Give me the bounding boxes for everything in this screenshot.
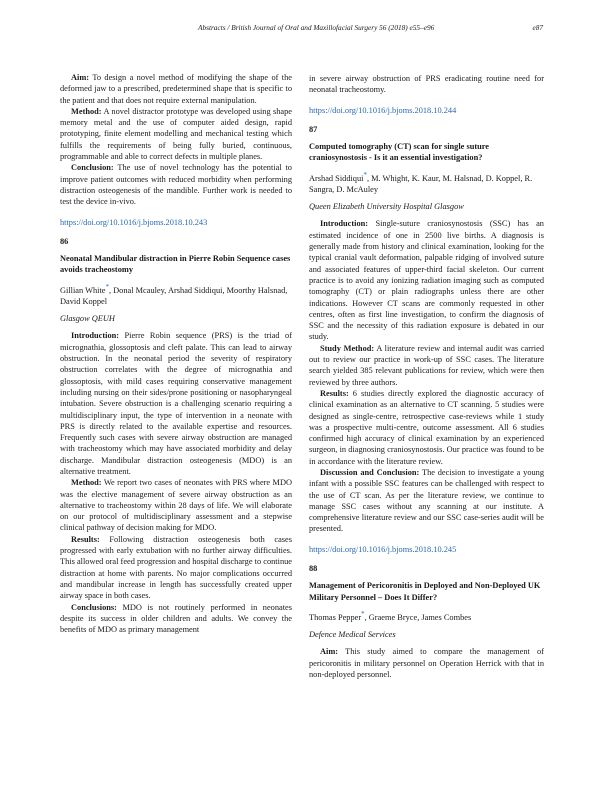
corresponding-author-star[interactable]: * — [105, 282, 109, 291]
conclusion-paragraph — [60, 162, 292, 207]
abstract-number: 88 — [309, 564, 318, 574]
results-paragraph — [60, 534, 292, 602]
abstract-title: Management of Pericoronitis in Deployed and Non-Deployed UK Military Personnel – Does It Differ? — [309, 581, 541, 602]
conclusions-paragraph — [60, 602, 292, 636]
introduction-label: Introduction: — [320, 219, 369, 229]
aim-label: Aim: — [71, 73, 90, 82]
results-text: Following distraction osteogenesis both cases progressed with early extubation with no further airway difficulties. This allowed oral feed progression and hospital discharge to continue distraction at home with parents. No major complications occurred and mandibular increase in length has successfully created upper airway space in both cases. — [60, 534, 292, 601]
abstract-title: Neonatal Mandibular distraction in Pierre Robin Sequence cases avoids tracheostomy — [60, 254, 291, 275]
continuation-paragraph: in severe airway obstruction of PRS eradicating routine need for neonatal tracheostomy. — [309, 74, 544, 95]
author-list — [309, 170, 544, 195]
aim-paragraph — [60, 72, 292, 106]
aim-paragraph — [309, 646, 544, 680]
method-label: Method: — [71, 106, 102, 116]
author-list — [309, 609, 544, 623]
affiliation: Glasgow QEUH — [60, 314, 115, 324]
aim-text: This study aimed to compare the management of pericoronitis in military personnel on Operation Herrick with that in non-deployed personnel. — [309, 647, 544, 679]
method-text: We report two cases of neonates with PRS where MDO was the elective management of severe airway obstruction as an alternative to tracheostomy within 28 days of life. We will elaborate on our protocol of multidisciplinary assessment and a stepwise clinical pathway of decision making for MDO. — [60, 478, 292, 533]
corresponding-author: Gillian White — [60, 285, 106, 295]
corresponding-author-star[interactable]: * — [363, 170, 367, 179]
introduction-label: Introduction: — [71, 331, 120, 341]
method-paragraph — [60, 477, 292, 533]
study-method-label: Study Method: — [320, 343, 375, 353]
introduction-text: Pierre Robin sequence (PRS) is the triad of micrognathia, glossoptosis and cleft palate. This can lead to airway obstruction. In the neonatal period the severity of respiratory obstruction correlates with the degree of micrognathia and glossoptosis, with mild cases requiring conservative management including nursing on their sides/prone positioning or nasopharyngeal intubation. Severe obstruction is a challenging scenario requiring a multidisciplinary input, the type of intervention in a neonate with PRS is directly related to the available expertise and resources. Frequently such cases with severe airway obstruction are managed with tracheostomy which may have associated morbidity and delay discharge. Mandibular distraction osteogenesis (MDO) is an alternative treatment. — [60, 331, 292, 476]
left-column — [60, 72, 292, 635]
conclusions-text: MDO is not routinely performed in neonates despite its success in older children and adults. We convey the benefits of MDO as primary management — [60, 602, 292, 635]
co-authors: , M. Whight, K. Kaur, M. Halsnad, D. Koppel, R. Sangra, D. McAuley — [309, 173, 533, 194]
page-number: e87 — [532, 23, 543, 32]
doi-link[interactable]: https://doi.org/10.1016/j.bjoms.2018.10.244 — [309, 105, 457, 115]
results-text: 6 studies directly explored the diagnostic accuracy of clinical examination as an alternative to CT scanning. 5 studies were designed as single-centre, retrospective case-reviews while 1 study was a prospective multi-centre, outcome assessment. All 6 studies confirmed high accuracy of clinical examination by an experienced surgeon, in diagnosing craniosynostosis. Our practice was found to be in accordance with the literature review. — [309, 388, 544, 466]
introduction-text: Single-suture craniosynostosis (SSC) has an estimated incidence of one in 2500 live births. A diagnosis is generally made from history and clinical examination, looking for the typical cranial vault deformation, palpable ridging of involved suture and associated features of upper-third facial skeleton. Our current practice is to avoid any ionizing radiation imaging such as computed tomography (CT) or plain radiographs unless there are other indications. However CT scans are commonly requested in other centres, often as first line investigation, to confirm the diagnosis of SSC and the necessity of this radiation exposure is debated in our study. — [309, 219, 544, 342]
conclusions-label: Conclusions: — [71, 602, 117, 612]
study-method-paragraph — [309, 343, 544, 388]
method-label: Method: — [71, 478, 102, 488]
results-paragraph — [309, 388, 544, 467]
doi-link[interactable]: https://doi.org/10.1016/j.bjoms.2018.10.245 — [309, 544, 457, 554]
corresponding-author-star[interactable]: * — [361, 609, 365, 618]
abstract-title: Computed tomography (CT) scan for single suture craniosynostosis - Is it an essential investigation? — [309, 142, 490, 163]
aim-text: To design a novel method of modifying the shape of the deformed jaw to a prescribed, predetermined shape that is specific to the patient and that does not require external manipulation. — [60, 73, 292, 105]
aim-label: Aim: — [320, 647, 339, 657]
abstract-number: 86 — [60, 236, 69, 246]
results-label: Results: — [71, 534, 100, 544]
running-title: Abstracts / British Journal of Oral and Maxillofacial Surgery 56 (2018) e55–e96 — [198, 23, 435, 32]
results-label: Results: — [320, 388, 349, 398]
conclusion-label: Conclusion: — [71, 163, 114, 173]
co-authors: , Graeme Bryce, James Combes — [364, 612, 472, 622]
introduction-paragraph — [60, 330, 292, 477]
co-authors: , Donal Mcauley, Arshad Siddiqui, Moorthy Halsnad, David Koppel — [60, 285, 288, 306]
abstract-number: 87 — [309, 124, 318, 134]
right-column — [309, 73, 544, 680]
corresponding-author: Arshad Siddiqui — [309, 173, 364, 183]
study-method-text: A literature review and internal audit was carried out to review our practice in work-up of SSC cases. The literature search yielded 385 relevant publications for review, which were then reviewed by three authors. — [309, 343, 544, 387]
method-text: A novel distractor prototype was developed using shape memory metal and the use of computer aided design, rapid prototyping, finite element modelling and mechanical testing which fulfills the requirements of being fully buried, continuous, programmable and able to correct defects in multiple planes. — [60, 106, 292, 162]
discussion-text: The decision to investigate a young infant with a possible SSC features can be challenged with respect to the use of CT scan. As per the literature review, we continue to manage SSC cases without any scanning at our institute. A comprehensive literature review and our SSC case-series audit will be presented. — [309, 467, 545, 534]
conclusion-text: The use of novel technology has the potential to improve patient outcomes with reduced morbidity when performing distraction osteogenesis of the mandible. Further work is needed to test the device in-vivo. — [60, 163, 292, 207]
affiliation: Queen Elizabeth University Hospital Glasgow — [309, 202, 464, 212]
discussion-label: Discussion and Conclusion: — [320, 467, 420, 477]
doi-link[interactable]: https://doi.org/10.1016/j.bjoms.2018.10.243 — [60, 217, 208, 227]
corresponding-author: Thomas Pepper — [309, 612, 362, 622]
introduction-paragraph — [309, 218, 544, 342]
method-paragraph — [60, 106, 292, 162]
affiliation: Defence Medical Services — [309, 630, 396, 640]
running-header — [60, 23, 543, 37]
author-list — [60, 282, 292, 307]
discussion-paragraph — [309, 467, 544, 535]
